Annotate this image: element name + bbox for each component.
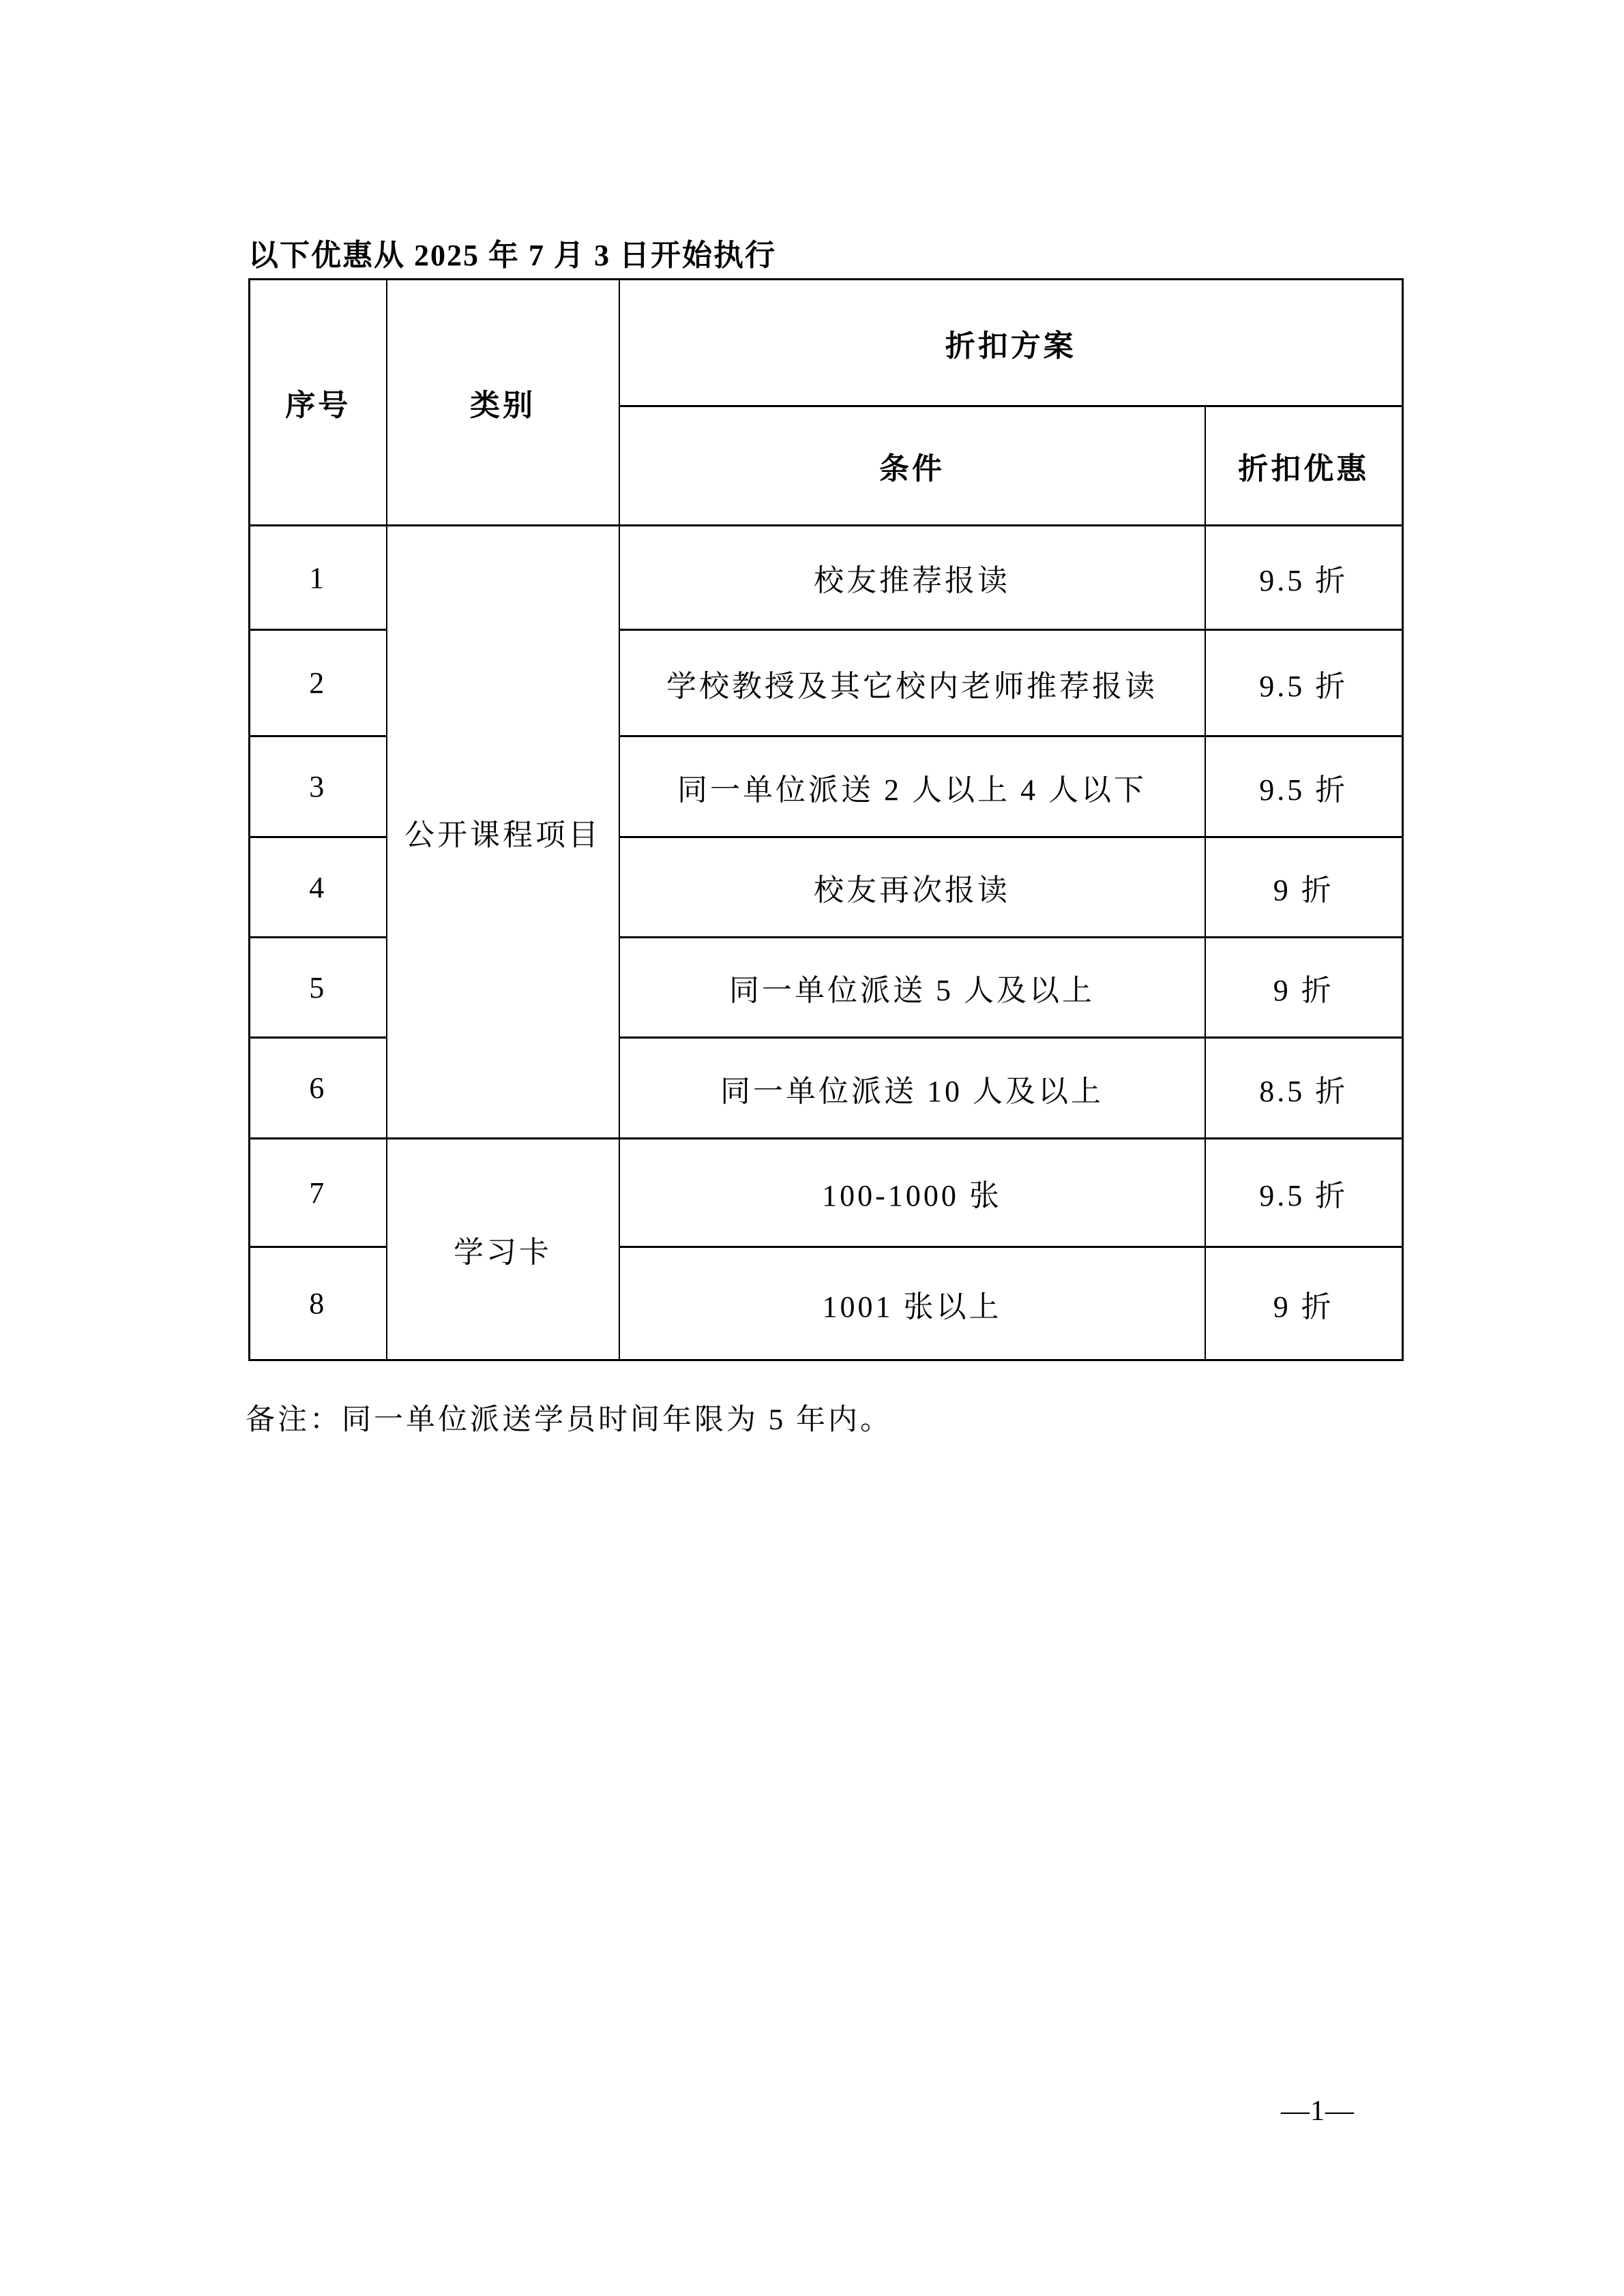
cell-category-open-course: 公开课程项目 — [387, 526, 619, 1139]
cell-no: 3 — [250, 736, 387, 837]
header-discount: 折扣优惠 — [1205, 406, 1403, 526]
cell-no: 8 — [250, 1247, 387, 1360]
cell-no: 1 — [250, 526, 387, 630]
header-no: 序号 — [250, 280, 387, 526]
cell-condition: 同一单位派送 10 人及以上 — [619, 1038, 1205, 1139]
page-number: —1— — [1281, 2096, 1355, 2127]
cell-no: 4 — [250, 837, 387, 938]
cell-discount: 9 折 — [1205, 1247, 1403, 1360]
remark-note: 备注：同一单位派送学员时间年限为 5 年内。 — [246, 1404, 892, 1436]
cell-discount: 9.5 折 — [1205, 736, 1403, 837]
cell-condition: 校友再次报读 — [619, 837, 1205, 938]
page-title: 以下优惠从 2025 年 7 月 3 日开始执行 — [248, 239, 776, 272]
table-row — [250, 526, 1403, 630]
cell-category-study-card: 学习卡 — [387, 1139, 619, 1360]
table-row — [250, 1139, 1403, 1247]
cell-no: 7 — [250, 1139, 387, 1247]
header-category: 类别 — [387, 280, 619, 526]
cell-discount: 9 折 — [1205, 837, 1403, 938]
cell-discount: 8.5 折 — [1205, 1038, 1403, 1139]
cell-condition: 1001 张以上 — [619, 1247, 1205, 1360]
cell-condition: 校友推荐报读 — [619, 526, 1205, 630]
cell-condition: 同一单位派送 2 人以上 4 人以下 — [619, 736, 1205, 837]
header-condition: 条件 — [619, 406, 1205, 526]
cell-discount: 9.5 折 — [1205, 526, 1403, 630]
cell-discount: 9.5 折 — [1205, 1139, 1403, 1247]
cell-no: 5 — [250, 938, 387, 1038]
discount-table — [248, 278, 1404, 1361]
header-discount-plan: 折扣方案 — [619, 280, 1403, 406]
cell-no: 6 — [250, 1038, 387, 1139]
cell-no: 2 — [250, 630, 387, 736]
cell-condition: 同一单位派送 5 人及以上 — [619, 938, 1205, 1038]
cell-discount: 9.5 折 — [1205, 630, 1403, 736]
cell-condition: 学校教授及其它校内老师推荐报读 — [619, 630, 1205, 736]
cell-discount: 9 折 — [1205, 938, 1403, 1038]
table-header-row-1 — [250, 280, 1403, 406]
cell-condition: 100-1000 张 — [619, 1139, 1205, 1247]
